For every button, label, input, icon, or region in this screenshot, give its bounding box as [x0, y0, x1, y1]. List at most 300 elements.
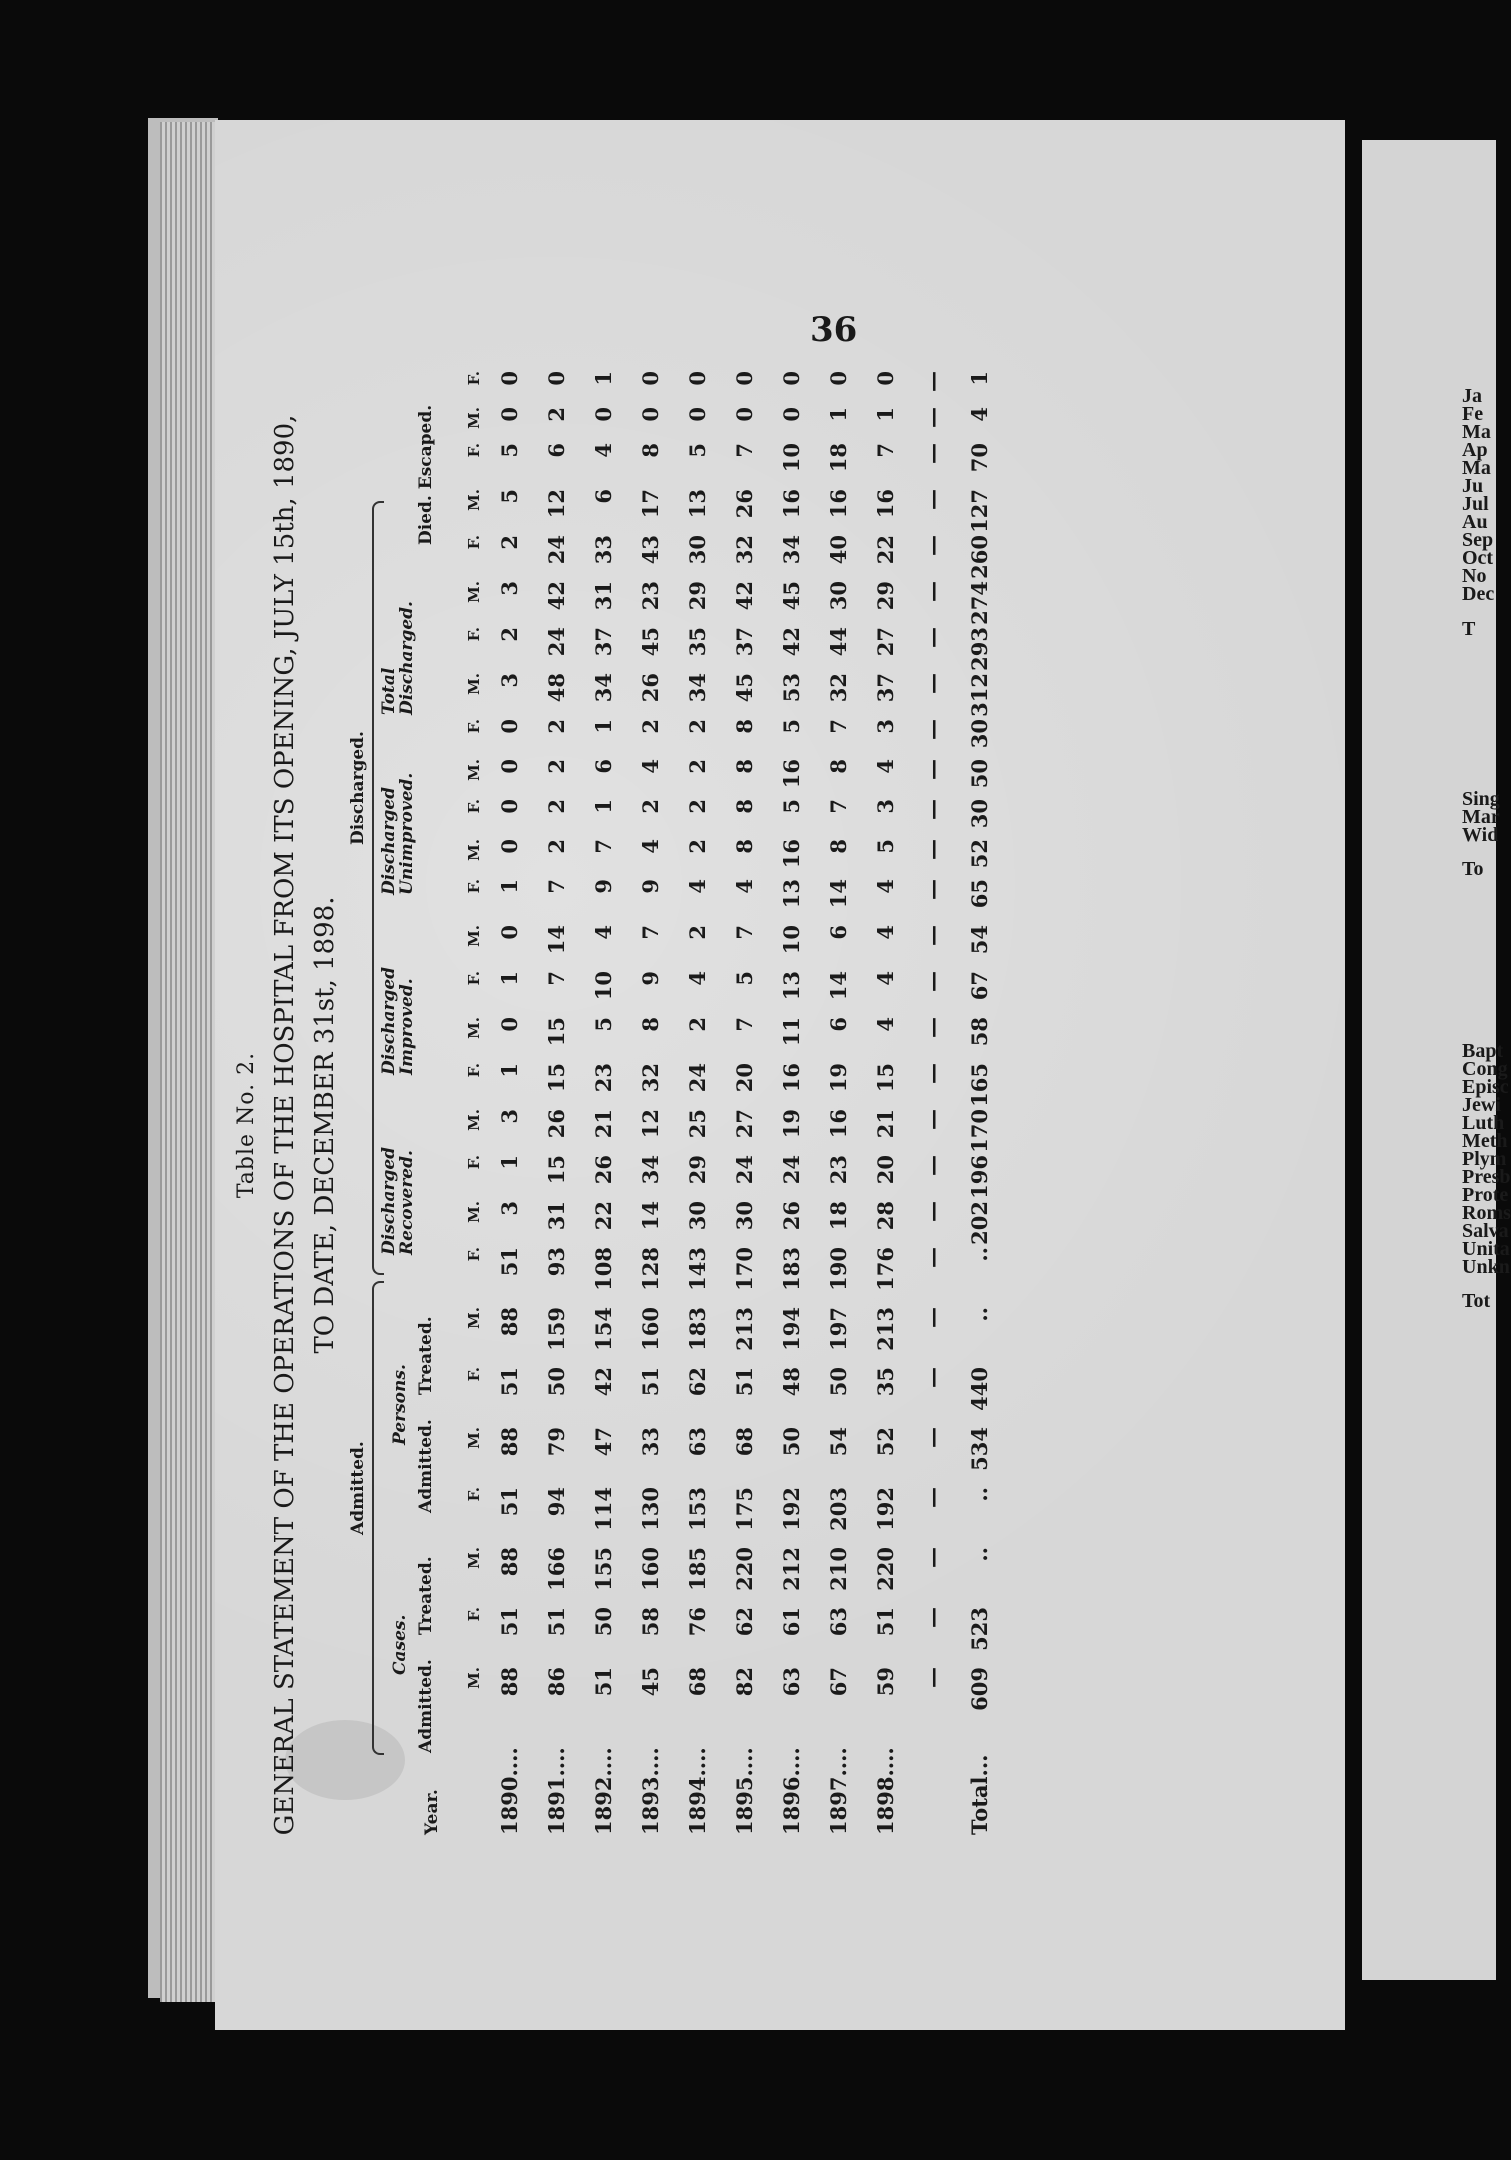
value-cell: — — [920, 1109, 945, 1130]
value-cell: 5 — [732, 971, 757, 986]
value-cell: 0 — [497, 719, 522, 734]
value-cell: 26 — [638, 673, 663, 703]
year-cell: 1895.... — [732, 1747, 757, 1835]
value-cell: 48 — [544, 673, 569, 703]
value-cell: — — [920, 1547, 945, 1568]
facing-page-text: Fe — [1462, 403, 1484, 425]
page-stack-lines — [160, 122, 220, 2002]
value-cell: 4 — [685, 879, 710, 894]
value-cell: 31 — [544, 1201, 569, 1231]
value-cell: 8 — [732, 719, 757, 734]
value-cell: 21 — [591, 1109, 616, 1139]
value-cell: 13 — [779, 971, 804, 1001]
value-cell: — — [920, 443, 945, 464]
value-cell: 0 — [779, 371, 804, 386]
value-cell: 82 — [732, 1667, 757, 1697]
value-cell: 40 — [826, 535, 851, 565]
year-cell: 1894.... — [685, 1747, 710, 1835]
value-cell: 159 — [544, 1307, 569, 1351]
rule-row — [909, 371, 956, 1835]
value-cell: 43 — [638, 535, 663, 565]
value-cell: 3 — [497, 581, 522, 596]
value-cell: 12 — [638, 1109, 663, 1139]
value-cell: 16 — [779, 759, 804, 789]
sex-header-cell: F. — [465, 1155, 483, 1170]
value-cell: 0 — [638, 407, 663, 422]
value-cell: — — [920, 839, 945, 860]
value-cell: 58 — [967, 1017, 992, 1047]
value-cell: 1 — [873, 407, 898, 422]
facing-page-text: To — [1462, 858, 1484, 880]
value-cell: 23 — [591, 1063, 616, 1093]
sex-header-cell: M. — [465, 1109, 483, 1131]
value-cell: 440 — [967, 1367, 992, 1411]
value-cell: 210 — [826, 1547, 851, 1591]
group-admitted: Admitted. — [348, 1441, 368, 1535]
value-cell: 52 — [873, 1427, 898, 1457]
value-cell: 70 — [967, 443, 992, 473]
sex-header-cell: F. — [465, 971, 483, 986]
facing-page-text: Meth — [1462, 1130, 1508, 1152]
value-cell: 67 — [826, 1667, 851, 1697]
value-cell: 4 — [967, 407, 992, 422]
value-cell: 27 — [732, 1109, 757, 1139]
table-row — [674, 371, 721, 1835]
value-cell: 523 — [967, 1607, 992, 1651]
facing-page-text: Dec — [1462, 583, 1495, 605]
facing-page-text: Sing — [1462, 788, 1500, 810]
value-cell: 8 — [638, 443, 663, 458]
value-cell: 24 — [732, 1155, 757, 1185]
value-cell: 15 — [544, 1155, 569, 1185]
value-cell: 51 — [638, 1367, 663, 1397]
sex-header-cell: M. — [465, 839, 483, 861]
value-cell: 1 — [826, 407, 851, 422]
value-cell: 0 — [685, 371, 710, 386]
value-cell: 10 — [591, 971, 616, 1001]
total-row — [956, 371, 1003, 1835]
value-cell: 54 — [967, 925, 992, 955]
value-cell: 2 — [638, 799, 663, 814]
value-cell: — — [920, 1307, 945, 1328]
value-cell: 45 — [779, 581, 804, 611]
value-cell: 30 — [826, 581, 851, 611]
value-cell: — — [920, 1487, 945, 1508]
facing-page-text: Tot — [1462, 1290, 1491, 1312]
value-cell: — — [920, 759, 945, 780]
value-cell: 14 — [826, 971, 851, 1001]
value-cell: 7 — [544, 971, 569, 986]
value-cell: 4 — [732, 879, 757, 894]
value-cell: 88 — [497, 1427, 522, 1457]
value-cell: 21 — [873, 1109, 898, 1139]
value-cell: 2 — [544, 407, 569, 422]
value-cell: 293 — [967, 627, 992, 671]
facing-page-text: Ju — [1462, 475, 1484, 497]
value-cell: 7 — [732, 1017, 757, 1032]
value-cell: 8 — [732, 839, 757, 854]
value-cell: 24 — [544, 627, 569, 657]
table-row — [627, 371, 674, 1835]
sex-header-cell: F. — [465, 1063, 483, 1078]
value-cell: 24 — [779, 1155, 804, 1185]
value-cell: 68 — [685, 1667, 710, 1697]
table-row — [580, 371, 627, 1835]
col-died-escaped: Died. Escaped. — [416, 404, 436, 545]
value-cell: 1 — [497, 1155, 522, 1170]
value-cell: 203 — [826, 1487, 851, 1531]
value-cell: 50 — [591, 1607, 616, 1637]
value-cell: 2 — [544, 799, 569, 814]
value-cell: 24 — [544, 535, 569, 565]
value-cell: 30 — [685, 1201, 710, 1231]
value-cell: — — [920, 1367, 945, 1388]
value-cell: 5 — [591, 1017, 616, 1032]
value-cell: 2 — [685, 759, 710, 774]
facing-page-text: Prote — [1462, 1184, 1509, 1206]
table-body — [462, 371, 1003, 1835]
value-cell: 2 — [685, 839, 710, 854]
sex-header-cell: M. — [465, 1667, 483, 1689]
value-cell: 143 — [685, 1247, 710, 1291]
value-cell: — — [920, 719, 945, 740]
sex-header-cell: F. — [465, 879, 483, 894]
year-cell: 1892.... — [591, 1747, 616, 1835]
table-row — [486, 371, 533, 1835]
value-cell: 0 — [497, 799, 522, 814]
sex-header-cell: M. — [465, 407, 483, 429]
value-cell: 4 — [873, 971, 898, 986]
year-cell — [909, 1717, 956, 1835]
value-cell: — — [920, 535, 945, 556]
value-cell: — — [920, 1063, 945, 1084]
col-treated-persons: Treated. — [416, 1316, 436, 1395]
value-cell: 2 — [497, 535, 522, 550]
value-cell: 14 — [826, 879, 851, 909]
sex-header-cell: M. — [465, 925, 483, 947]
sub-recovered: Discharged Recovered. — [379, 1146, 417, 1255]
value-cell: 22 — [591, 1201, 616, 1231]
value-cell: 63 — [826, 1607, 851, 1637]
value-cell: 62 — [732, 1607, 757, 1637]
value-cell: 20 — [732, 1063, 757, 1093]
value-cell: 4 — [638, 759, 663, 774]
value-cell: 42 — [544, 581, 569, 611]
value-cell: 15 — [544, 1017, 569, 1047]
value-cell: 10 — [779, 925, 804, 955]
value-cell: 0 — [497, 839, 522, 854]
col-admitted-persons: Admitted. — [416, 1419, 436, 1513]
value-cell: 5 — [497, 489, 522, 504]
value-cell: 50 — [544, 1367, 569, 1397]
value-cell: — — [920, 673, 945, 694]
value-cell: 34 — [779, 535, 804, 565]
value-cell: 2 — [497, 627, 522, 642]
value-cell: 202 — [967, 1201, 992, 1245]
table-row — [533, 371, 580, 1835]
value-cell: 51 — [497, 1487, 522, 1517]
value-cell: 4 — [873, 879, 898, 894]
value-cell: 5 — [497, 443, 522, 458]
value-cell: 192 — [873, 1487, 898, 1531]
value-cell: 2 — [685, 719, 710, 734]
value-cell: 1 — [591, 371, 616, 386]
value-cell: 37 — [591, 627, 616, 657]
sex-header-cell: M. — [465, 489, 483, 511]
value-cell: 0 — [591, 407, 616, 422]
value-cell: 1 — [497, 879, 522, 894]
value-cell: 1 — [591, 719, 616, 734]
value-cell: 48 — [779, 1367, 804, 1397]
year-cell: 1891.... — [544, 1747, 569, 1835]
sub-improved: Discharged Improved. — [379, 966, 417, 1075]
value-cell: 4 — [873, 1017, 898, 1032]
value-cell: — — [920, 371, 945, 392]
value-cell: 10 — [779, 443, 804, 473]
value-cell: 3 — [497, 1109, 522, 1124]
value-cell: 8 — [826, 839, 851, 854]
value-cell: 63 — [779, 1667, 804, 1697]
value-cell: 9 — [591, 879, 616, 894]
value-cell: 11 — [779, 1017, 804, 1047]
facing-page-text: Ap — [1462, 439, 1488, 461]
value-cell: — — [920, 581, 945, 602]
value-cell: 51 — [497, 1247, 522, 1277]
value-cell: 4 — [873, 925, 898, 940]
value-cell: 51 — [497, 1607, 522, 1637]
facing-page-text: Jewi — [1462, 1094, 1501, 1116]
value-cell: — — [920, 799, 945, 820]
value-cell: 88 — [497, 1667, 522, 1697]
value-cell: 76 — [685, 1607, 710, 1637]
year-cell: Total... — [967, 1754, 992, 1835]
value-cell: 35 — [873, 1367, 898, 1397]
value-cell: 2 — [685, 925, 710, 940]
value-cell: — — [920, 489, 945, 510]
value-cell: 2 — [544, 839, 569, 854]
value-cell: 155 — [591, 1547, 616, 1591]
sex-header-cell: F. — [465, 371, 483, 386]
sex-header-cell: F. — [465, 627, 483, 642]
value-cell: 4 — [591, 925, 616, 940]
value-cell: 7 — [638, 925, 663, 940]
value-cell: 15 — [873, 1063, 898, 1093]
sex-header-cell: M. — [465, 673, 483, 695]
table-row — [862, 371, 909, 1835]
value-cell: 30 — [732, 1201, 757, 1231]
value-cell: 196 — [967, 1155, 992, 1199]
value-cell: 15 — [544, 1063, 569, 1093]
value-cell: 34 — [591, 673, 616, 703]
facing-page-text: Oct — [1462, 547, 1494, 569]
value-cell: 37 — [873, 673, 898, 703]
value-cell: 0 — [685, 407, 710, 422]
facing-page-text: Au — [1462, 511, 1488, 533]
value-cell: 20 — [873, 1155, 898, 1185]
brace-admitted — [372, 1281, 384, 1755]
value-cell: 86 — [544, 1667, 569, 1697]
table-label: Table No. 2. — [234, 1051, 259, 1199]
value-cell: 19 — [826, 1063, 851, 1093]
value-cell: 274 — [967, 581, 992, 625]
value-cell: 18 — [826, 443, 851, 473]
value-cell: 1 — [591, 799, 616, 814]
value-cell: 16 — [779, 489, 804, 519]
value-cell: 14 — [638, 1201, 663, 1231]
group-discharged: Discharged. — [348, 731, 368, 845]
sex-header-cell: M. — [465, 1427, 483, 1449]
value-cell: — — [920, 1247, 945, 1268]
value-cell: 197 — [826, 1307, 851, 1351]
value-cell: 9 — [638, 879, 663, 894]
value-cell: 16 — [873, 489, 898, 519]
value-cell: 53 — [779, 673, 804, 703]
facing-page-text: T — [1462, 618, 1476, 640]
value-cell: 0 — [497, 925, 522, 940]
value-cell: 42 — [591, 1367, 616, 1397]
value-cell: 534 — [967, 1427, 992, 1471]
value-cell: 0 — [638, 371, 663, 386]
facing-page-text: Unkn — [1462, 1256, 1510, 1278]
value-cell: 192 — [779, 1487, 804, 1531]
value-cell: 166 — [544, 1547, 569, 1591]
value-cell: 94 — [544, 1487, 569, 1517]
value-cell: 52 — [967, 839, 992, 869]
value-cell: 5 — [779, 719, 804, 734]
value-cell: 67 — [967, 971, 992, 1001]
facing-page-text: Episc — [1462, 1076, 1509, 1098]
value-cell: 213 — [732, 1307, 757, 1351]
sub-unimproved: Discharged Unimproved. — [379, 772, 417, 895]
col-treated-cases: Treated. — [416, 1556, 436, 1635]
value-cell: 7 — [544, 879, 569, 894]
value-cell: 37 — [732, 627, 757, 657]
value-cell: 32 — [826, 673, 851, 703]
value-cell: 154 — [591, 1307, 616, 1351]
value-cell: 13 — [685, 489, 710, 519]
value-cell: .. — [967, 1307, 992, 1322]
value-cell: 5 — [685, 443, 710, 458]
value-cell: 176 — [873, 1247, 898, 1291]
value-cell: 26 — [544, 1109, 569, 1139]
value-cell: 47 — [591, 1427, 616, 1457]
value-cell: 65 — [967, 879, 992, 909]
value-cell: 6 — [591, 489, 616, 504]
value-cell: 45 — [732, 673, 757, 703]
facing-page-text: Salva — [1462, 1220, 1509, 1242]
value-cell: 63 — [685, 1427, 710, 1457]
value-cell: 17 — [638, 489, 663, 519]
value-cell: 3 — [497, 1201, 522, 1216]
value-cell: .. — [967, 1547, 992, 1562]
value-cell: — — [920, 627, 945, 648]
value-cell: 260 — [967, 535, 992, 579]
value-cell: 50 — [779, 1427, 804, 1457]
value-cell: 27 — [873, 627, 898, 657]
value-cell: 30 — [967, 719, 992, 749]
value-cell: — — [920, 1427, 945, 1448]
value-cell: 93 — [544, 1247, 569, 1277]
value-cell: 0 — [873, 371, 898, 386]
value-cell: 26 — [591, 1155, 616, 1185]
facing-page-text: Ma — [1462, 421, 1491, 443]
value-cell: 1 — [967, 371, 992, 386]
value-cell: 45 — [638, 1667, 663, 1697]
value-cell: 58 — [638, 1607, 663, 1637]
facing-page-text: Sep — [1462, 529, 1494, 551]
value-cell: 165 — [967, 1063, 992, 1107]
value-cell: 88 — [497, 1307, 522, 1337]
page-number: 36 — [810, 310, 858, 350]
value-cell: 3 — [873, 719, 898, 734]
value-cell: 212 — [779, 1547, 804, 1591]
value-cell: 213 — [873, 1307, 898, 1351]
value-cell: 26 — [732, 489, 757, 519]
year-cell: 1890.... — [497, 1747, 522, 1835]
value-cell: 16 — [779, 1063, 804, 1093]
value-cell: 2 — [638, 719, 663, 734]
value-cell: 28 — [873, 1201, 898, 1231]
value-cell: — — [920, 1667, 945, 1688]
facing-page-text: Presb — [1462, 1166, 1511, 1188]
value-cell: 54 — [826, 1427, 851, 1457]
value-cell: 7 — [826, 799, 851, 814]
value-cell: 26 — [779, 1201, 804, 1231]
value-cell: 68 — [732, 1427, 757, 1457]
value-cell: 8 — [732, 759, 757, 774]
value-cell: 30 — [685, 535, 710, 565]
value-cell: — — [920, 971, 945, 992]
value-cell: 29 — [685, 1155, 710, 1185]
value-cell: 0 — [732, 407, 757, 422]
value-cell: 51 — [873, 1607, 898, 1637]
facing-page-text: Cong — [1462, 1058, 1508, 1080]
col-year: Year. — [422, 1789, 442, 1835]
value-cell: 8 — [732, 799, 757, 814]
value-cell: 160 — [638, 1547, 663, 1591]
value-cell: 0 — [497, 1017, 522, 1032]
value-cell: 33 — [591, 535, 616, 565]
col-admitted-cases: Admitted. — [416, 1659, 436, 1753]
mf-header-row — [462, 371, 486, 1835]
value-cell: 6 — [591, 759, 616, 774]
value-cell: 29 — [685, 581, 710, 611]
value-cell: 185 — [685, 1547, 710, 1591]
sex-header-cell: M. — [465, 581, 483, 603]
sub-total: Total Discharged. — [379, 601, 417, 715]
value-cell: 8 — [638, 1017, 663, 1032]
value-cell: 220 — [732, 1547, 757, 1591]
facing-page-text: Plym — [1462, 1148, 1507, 1170]
value-cell: — — [920, 925, 945, 946]
value-cell: 51 — [591, 1667, 616, 1697]
operations-table — [462, 371, 1003, 1835]
facing-page-text: Luth — [1462, 1112, 1505, 1134]
value-cell: 32 — [638, 1063, 663, 1093]
value-cell: 4 — [638, 839, 663, 854]
value-cell: 25 — [685, 1109, 710, 1139]
rotated-table-block — [230, 371, 992, 1875]
value-cell: 9 — [638, 971, 663, 986]
value-cell: 312 — [967, 673, 992, 717]
value-cell: 16 — [826, 489, 851, 519]
value-cell: 31 — [591, 581, 616, 611]
value-cell: 88 — [497, 1547, 522, 1577]
value-cell: 1 — [497, 971, 522, 986]
value-cell: 2 — [685, 799, 710, 814]
value-cell: — — [920, 407, 945, 428]
value-cell: 4 — [873, 759, 898, 774]
